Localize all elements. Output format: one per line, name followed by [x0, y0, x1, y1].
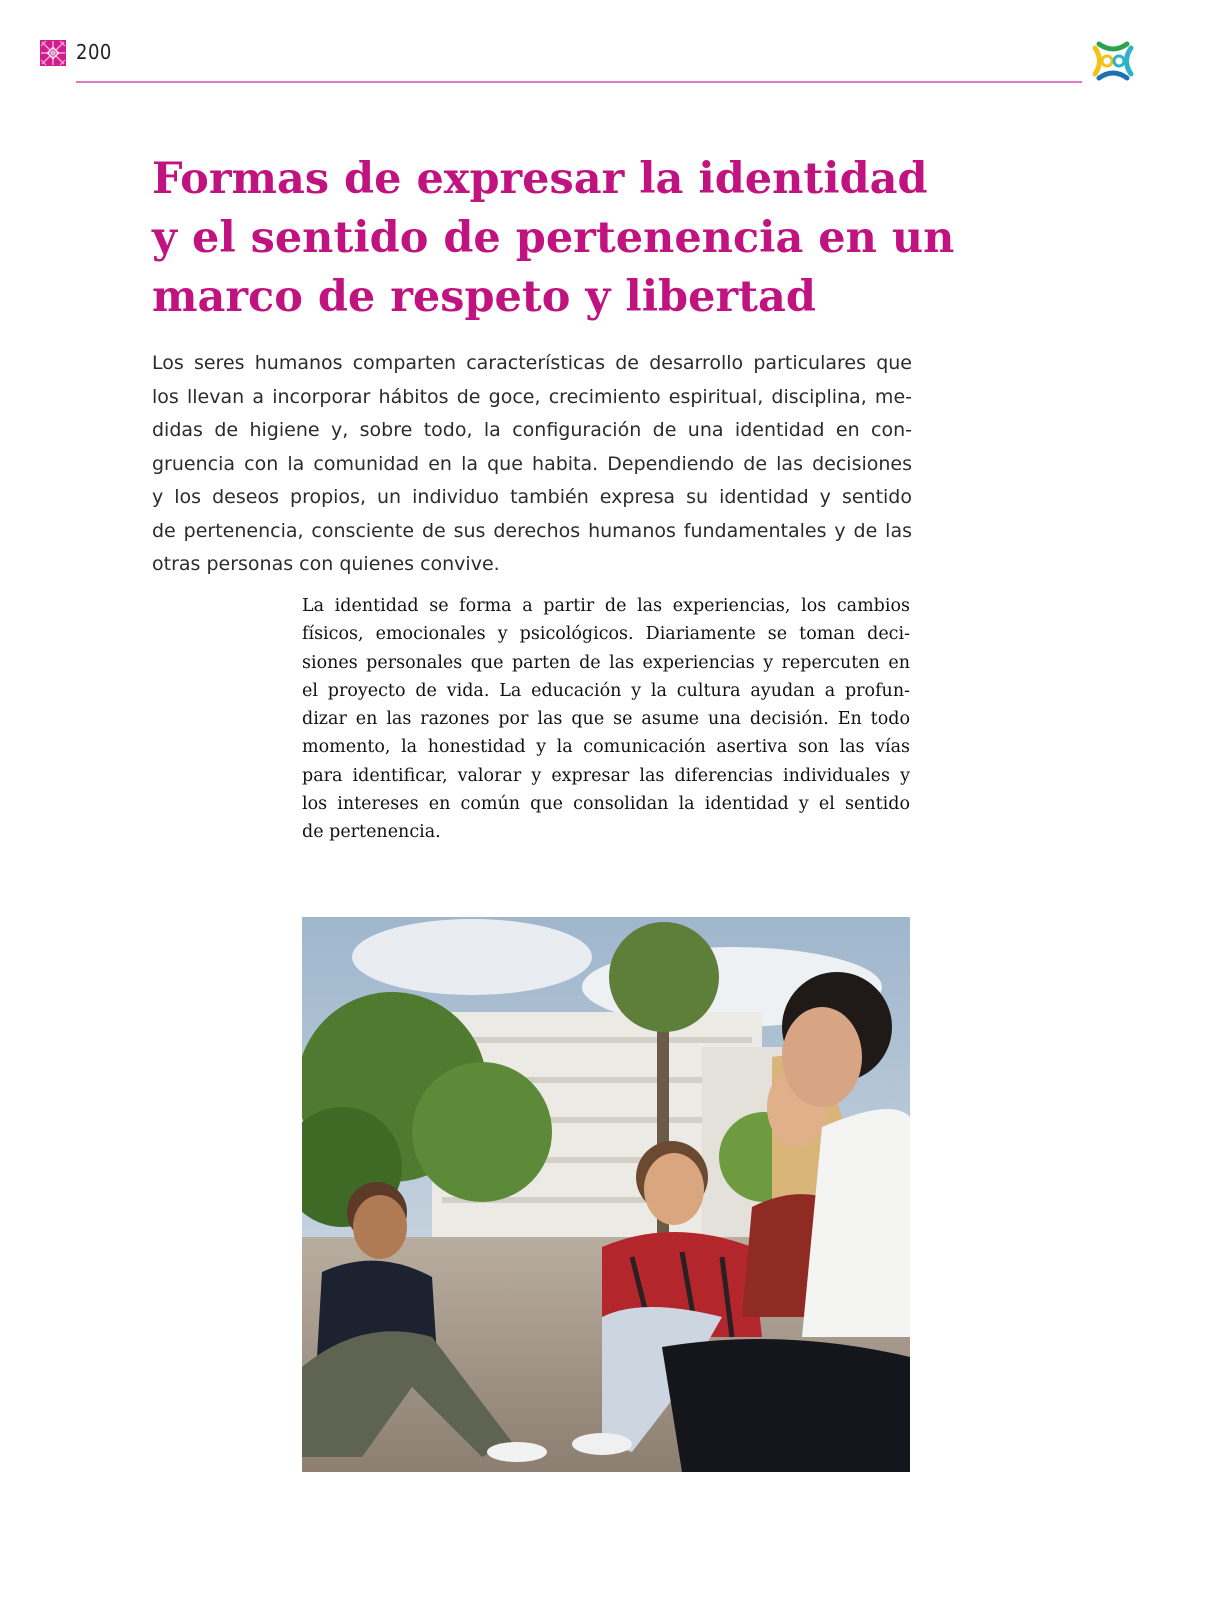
intro-line: otras personas con quienes convive. [152, 553, 500, 575]
body-line: de pertenencia. [302, 822, 441, 843]
header-divider [76, 81, 1082, 83]
intro-line: didas de higiene y, sobre todo, la configuración de una identidad en con- [152, 419, 912, 441]
body-line: dizar en las razones por las que se asume una decisión. En todo [302, 709, 910, 730]
teens-talking-photo [302, 917, 910, 1472]
title-line: Formas de expresar la identidad [152, 154, 928, 204]
intro-paragraph [152, 347, 912, 582]
intro-line: gruencia con la comunidad en la que habita. Dependiendo de las decisiones [152, 452, 912, 475]
series-logo-icon [1090, 38, 1136, 84]
intro-line: y los deseos propios, un individuo también expresa su identidad y sentido [152, 486, 912, 508]
body-line: La identidad se forma a partir de las experiencias, los cambios [302, 596, 910, 616]
section-title [152, 150, 955, 327]
body-line: el proyecto de vida. La educación y la cultura ayudan a profun- [302, 680, 910, 701]
title-line: y el sentido de pertenencia en un [152, 213, 955, 263]
header-ornament-icon [40, 40, 66, 66]
body-line: los intereses en común que consolidan la identidad y el sentido [302, 794, 910, 815]
intro-line: los llevan a incorporar hábitos de goce, crecimiento espiritual, disciplina, me- [152, 385, 912, 408]
intro-line: Los seres humanos comparten características de desarrollo particulares que [152, 352, 912, 374]
body-line: físicos, emocionales y psicológicos. Diariamente se toman deci- [302, 624, 910, 645]
body-paragraph [302, 592, 910, 847]
body-line: momento, la honestidad y la comunicación asertiva son las vías [302, 737, 910, 758]
page-number: 200 [76, 40, 112, 64]
body-line: siones personales que parten de las experiencias y repercuten en [302, 652, 910, 673]
intro-line: de pertenencia, consciente de sus derechos humanos fundamentales y de las [152, 519, 912, 542]
body-line: para identificar, valorar y expresar las diferencias individuales y [302, 765, 910, 786]
title-line: marco de respeto y libertad [152, 272, 816, 322]
